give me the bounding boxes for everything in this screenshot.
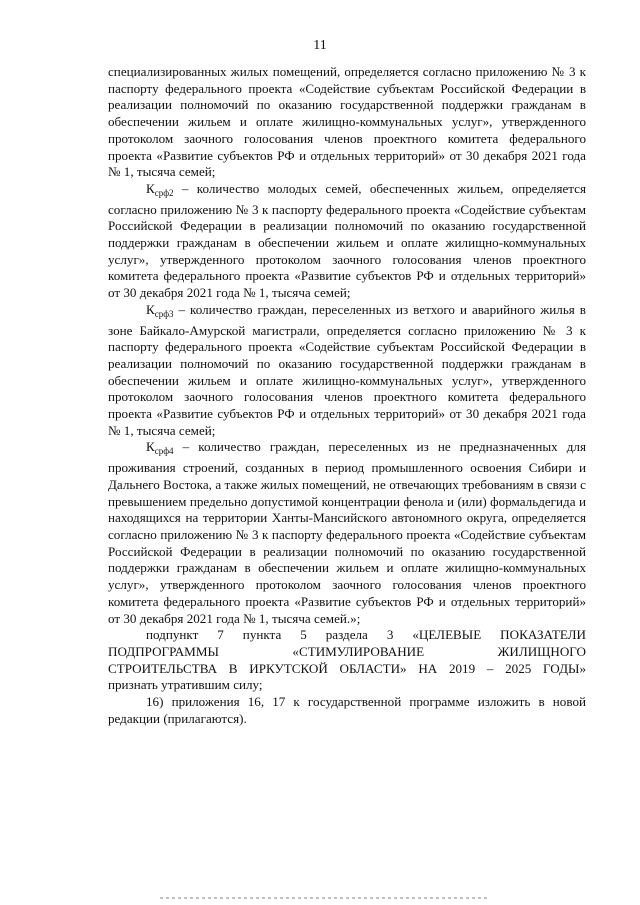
scan-artifact-line bbox=[160, 897, 490, 899]
symbol-subscript: срф2 bbox=[154, 187, 174, 198]
paragraph-text: – количество граждан, переселенных из не предназначенных для проживания строений, созданных в период промышленного освоения Сибири и Дальнего Востока, а также жилых помещений, не отвечающих требованиям в связи с превышением предельно допустимой концентрации фенола и (или) формальдегида и находящихся на территории Ханты-Мансийского автономного округа, определяется согласно приложению № 3 к паспорту федерального проекта «Содействие субъектам Российской Федерации в реализации полномочий по оказанию государственной поддержки гражданам в обеспечении жильем и оплате жилищно-коммунальных услуг», утвержденного протоколом заочного голосования членов проектного комитета федерального проекта «Развитие субъектов РФ и отдельных территорий» от 30 декабря 2021 года № 1, тысяча семей.»; bbox=[108, 439, 586, 626]
paragraph-k-srf2 bbox=[108, 181, 586, 302]
symbol-k: К bbox=[146, 439, 155, 455]
symbol-subscript: срф3 bbox=[154, 308, 174, 319]
page-number: 11 bbox=[313, 38, 327, 53]
paragraph-k-srf3 bbox=[108, 302, 586, 440]
paragraph-text: – количество граждан, переселенных из ветхого и аварийного жилья в зоне Байкало-Амурской магистрали, определяется согласно приложению № 3 к паспорту федерального проекта «Содействие субъектам Российской Федерации в реализации полномочий по оказанию государственной поддержки гражданам в обеспечении жильем и оплате жилищно-коммунальных услуг», утвержденного протоколом заочного голосования членов проектного комитета федерального проекта «Развитие субъектов РФ и отдельных территорий» от 30 декабря 2021 года № 1, тысяча семей; bbox=[108, 301, 586, 438]
symbol-k: К bbox=[146, 180, 155, 196]
heading-line-1: подпункт 7 пункта 5 раздела 3 «ЦЕЛЕВЫЕ ПОКАЗАТЕЛИ bbox=[146, 627, 586, 643]
heading-line-4: признать утратившим силу; bbox=[108, 677, 263, 693]
paragraph-subitem-7 bbox=[108, 627, 586, 694]
symbol-subscript: срф4 bbox=[154, 446, 174, 457]
document-body bbox=[108, 64, 586, 727]
heading-line-3: СТРОИТЕЛЬСТВА В ИРКУТСКОЙ ОБЛАСТИ» НА 2019 – 2025 ГОДЫ» bbox=[108, 660, 586, 676]
paragraph-k-srf4 bbox=[108, 439, 586, 627]
paragraph-item-16: 16) приложения 16, 17 к государственной программе изложить в новой редакции (прилагаются). bbox=[108, 694, 586, 726]
paragraph-continuation: специализированных жилых помещений, определяется согласно приложению № 3 к паспорту федерального проекта «Содействие субъектам Российской Федерации в реализации полномочий по оказанию государственной поддержки гражданам в обеспечении жильем и оплате жилищно-коммунальных услуг», утвержденного протоколом заочного голосования членов проектного комитета федерального проекта «Развитие субъектов РФ и отдельных территорий» от 30 декабря 2021 года № 1, тысяча семей; bbox=[108, 64, 586, 180]
paragraph-text: – количество молодых семей, обеспеченных жильем, определяется согласно приложению № 3 к паспорту федерального проекта «Содействие субъектам Российской Федерации в реализации полномочий по оказанию государственной поддержки гражданам в обеспечении жильем и оплате жилищно-коммунальных услуг», утвержденного протоколом заочного голосования членов проектного комитета федерального проекта «Развитие субъектов РФ и отдельных территорий» от 30 декабря 2021 года № 1, тысяча семей; bbox=[108, 180, 586, 301]
heading-line-2: ПОДПРОГРАММЫ «СТИМУЛИРОВАНИЕ ЖИЛИЩНОГО bbox=[108, 643, 586, 659]
symbol-k: К bbox=[146, 301, 155, 317]
